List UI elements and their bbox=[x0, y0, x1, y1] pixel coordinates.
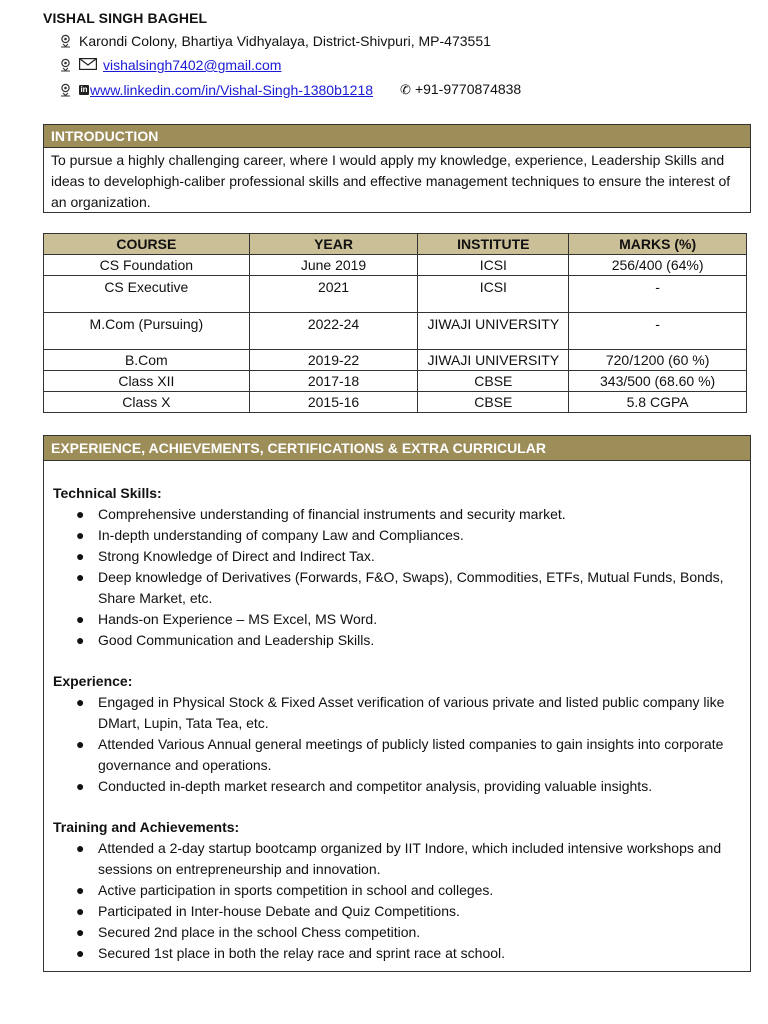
list-item-text: Strong Knowledge of Direct and Indirect Tax. bbox=[98, 548, 375, 564]
institute-cell: ICSI bbox=[418, 276, 569, 313]
col-marks: MARKS (%) bbox=[569, 234, 747, 255]
address-text: Karondi Colony, Bhartiya Vidhyalaya, District-Shivpuri, MP-473551 bbox=[79, 33, 491, 49]
list-item bbox=[76, 504, 750, 525]
phone-number: +91-9770874838 bbox=[414, 81, 522, 97]
marks-cell: 5.8 CGPA bbox=[569, 392, 747, 413]
table-row bbox=[44, 392, 747, 413]
experience-list bbox=[53, 692, 750, 797]
bullet-icon: ● bbox=[76, 882, 85, 898]
list-item-text: Conducted in-depth market research and competitor analysis, providing valuable insights. bbox=[98, 778, 653, 794]
bullet-icon: ● bbox=[76, 924, 85, 940]
list-item bbox=[76, 901, 750, 922]
bullet-icon: ● bbox=[76, 778, 85, 794]
course-cell: B.Com bbox=[44, 350, 250, 371]
list-item bbox=[76, 525, 750, 546]
experience-heading: EXPERIENCE, ACHIEVEMENTS, CERTIFICATIONS & EXTRA CURRICULAR bbox=[44, 436, 750, 461]
list-item bbox=[76, 880, 750, 901]
list-item bbox=[76, 734, 750, 776]
introduction-text: To pursue a highly challenging career, where I would apply my knowledge, experience, Leadership Skills and ideas to develophigh-caliber professional skills and effective management techniques to ensure the interest of an organization. bbox=[51, 152, 731, 210]
institute-cell: CBSE bbox=[418, 371, 569, 392]
table-row bbox=[44, 276, 747, 313]
list-item-text: Secured 2nd place in the school Chess competition. bbox=[98, 924, 421, 940]
list-item bbox=[76, 609, 750, 630]
phone-group bbox=[400, 81, 521, 98]
course-cell: CS Foundation bbox=[44, 255, 250, 276]
list-item-text: Hands-on Experience – MS Excel, MS Word. bbox=[98, 611, 378, 627]
list-item-text: Attended a 2-day startup bootcamp organized by IIT Indore, which included intensive workshops and sessions on entrepreneurship and innovation. bbox=[98, 840, 722, 877]
introduction-section bbox=[43, 124, 751, 213]
table-row bbox=[44, 313, 747, 350]
list-item-text: Good Communication and Leadership Skills. bbox=[98, 632, 375, 648]
list-item-text: Participated in Inter-house Debate and Quiz Competitions. bbox=[98, 903, 460, 919]
list-item bbox=[76, 922, 750, 943]
col-institute: INSTITUTE bbox=[418, 234, 569, 255]
experience-section bbox=[43, 435, 751, 972]
linkedin-phone-line bbox=[59, 81, 521, 98]
bullet-icon: ● bbox=[76, 632, 85, 648]
experience-body bbox=[44, 461, 750, 964]
candidate-name: VISHAL SINGH BAGHEL bbox=[43, 10, 208, 26]
bullet-icon: ● bbox=[76, 736, 85, 752]
location-pin-icon bbox=[59, 34, 72, 48]
training-list bbox=[53, 838, 750, 964]
bullet-icon: ● bbox=[76, 840, 85, 856]
location-pin-icon bbox=[59, 83, 72, 97]
table-row bbox=[44, 350, 747, 371]
marks-cell: 720/1200 (60 %) bbox=[569, 350, 747, 371]
list-item bbox=[76, 567, 750, 609]
envelope-icon bbox=[79, 57, 97, 73]
training-title: Training and Achievements: bbox=[53, 819, 240, 835]
education-header-row bbox=[44, 234, 747, 255]
year-cell: 2022-24 bbox=[249, 313, 418, 350]
email-line bbox=[59, 57, 281, 73]
bullet-icon: ● bbox=[76, 569, 85, 585]
marks-cell: - bbox=[569, 313, 747, 350]
list-item-text: Comprehensive understanding of financial instruments and security market. bbox=[98, 506, 566, 522]
list-item-text: Deep knowledge of Derivatives (Forwards, F&O, Swaps), Commodities, ETFs, Mutual Funds, Bonds, Share Market, etc. bbox=[98, 569, 724, 606]
bullet-icon: ● bbox=[76, 903, 85, 919]
introduction-heading: INTRODUCTION bbox=[44, 125, 750, 148]
institute-cell: JIWAJI UNIVERSITY bbox=[418, 350, 569, 371]
phone-icon: ✆ bbox=[400, 82, 411, 97]
linkedin-icon: in bbox=[80, 84, 88, 94]
year-cell: 2015-16 bbox=[249, 392, 418, 413]
list-item bbox=[76, 838, 750, 880]
list-item bbox=[76, 776, 750, 797]
linkedin-link[interactable]: www.linkedin.com/in/Vishal-Singh-1380b1218 bbox=[90, 81, 374, 98]
col-course: COURSE bbox=[44, 234, 250, 255]
address-line bbox=[59, 33, 491, 49]
experience-title: Experience: bbox=[53, 673, 133, 689]
list-item-text: Active participation in sports competition in school and colleges. bbox=[98, 882, 494, 898]
bullet-icon: ● bbox=[76, 611, 85, 627]
year-cell: 2017-18 bbox=[249, 371, 418, 392]
list-item bbox=[76, 546, 750, 567]
bullet-icon: ● bbox=[76, 527, 85, 543]
list-item bbox=[76, 692, 750, 734]
year-cell: 2019-22 bbox=[249, 350, 418, 371]
marks-cell: 256/400 (64%) bbox=[569, 255, 747, 276]
marks-cell: - bbox=[569, 276, 747, 313]
list-item-text: Secured 1st place in both the relay race and sprint race at school. bbox=[98, 945, 506, 961]
list-item-text: Engaged in Physical Stock & Fixed Asset verification of various private and listed public company like DMart, Lupin, Tata Tea, etc. bbox=[98, 694, 725, 731]
institute-cell: ICSI bbox=[418, 255, 569, 276]
course-cell: Class X bbox=[44, 392, 250, 413]
year-cell: June 2019 bbox=[249, 255, 418, 276]
list-item-text: In-depth understanding of company Law and Compliances. bbox=[98, 527, 464, 543]
education-table bbox=[43, 233, 747, 413]
email-link[interactable]: vishalsingh7402@gmail.com bbox=[103, 57, 282, 73]
col-year: YEAR bbox=[249, 234, 418, 255]
course-cell: M.Com (Pursuing) bbox=[44, 313, 250, 350]
table-row bbox=[44, 371, 747, 392]
course-cell: Class XII bbox=[44, 371, 250, 392]
bullet-icon: ● bbox=[76, 506, 85, 522]
marks-cell: 343/500 (68.60 %) bbox=[569, 371, 747, 392]
bullet-icon: ● bbox=[76, 548, 85, 564]
list-item-text: Attended Various Annual general meetings of publicly listed companies to gain insights into corporate governance and operations. bbox=[98, 736, 724, 773]
table-row bbox=[44, 255, 747, 276]
institute-cell: CBSE bbox=[418, 392, 569, 413]
course-cell: CS Executive bbox=[44, 276, 250, 313]
technical-skills-title: Technical Skills: bbox=[53, 485, 162, 501]
technical-skills-list bbox=[53, 504, 750, 651]
institute-cell: JIWAJI UNIVERSITY bbox=[418, 313, 569, 350]
location-pin-icon bbox=[59, 58, 72, 72]
bullet-icon: ● bbox=[76, 694, 85, 710]
list-item bbox=[76, 943, 750, 964]
bullet-icon: ● bbox=[76, 945, 85, 961]
year-cell: 2021 bbox=[249, 276, 418, 313]
list-item bbox=[76, 630, 750, 651]
